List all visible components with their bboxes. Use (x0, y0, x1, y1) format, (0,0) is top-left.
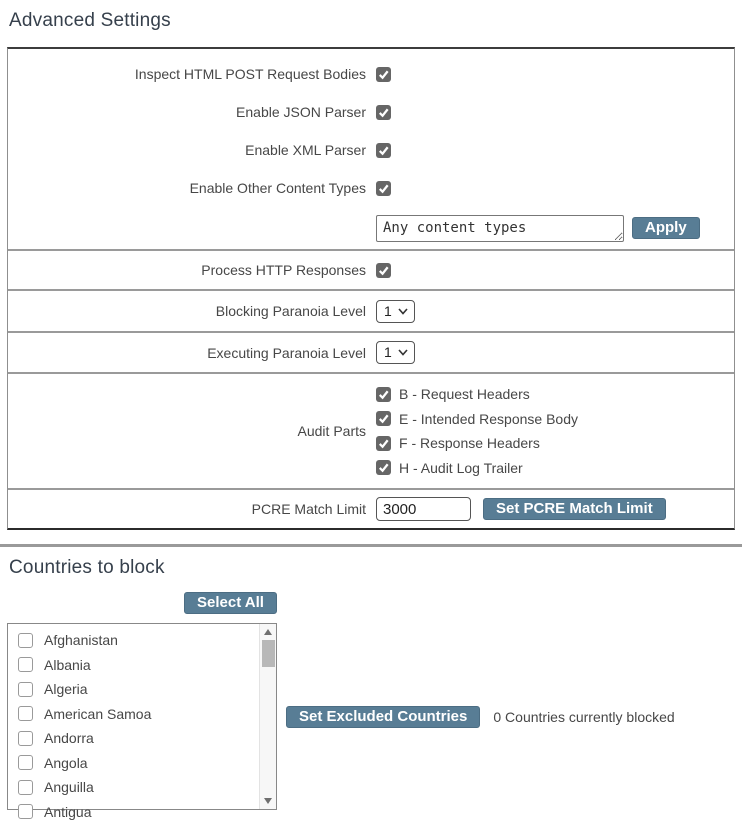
pcre-input[interactable] (376, 497, 471, 521)
list-item[interactable] (8, 800, 260, 825)
country-checkbox[interactable] (18, 731, 33, 746)
list-item[interactable] (8, 702, 260, 727)
inspect-post-checkbox[interactable] (376, 67, 391, 82)
field-row-inspect-post (8, 55, 734, 93)
other-content-types-checkbox[interactable] (376, 181, 391, 196)
request-body-section (8, 49, 734, 249)
country-checkbox[interactable] (18, 780, 33, 795)
country-checkbox[interactable] (18, 804, 33, 819)
country-label: Angola (44, 754, 88, 771)
list-item[interactable] (8, 653, 260, 678)
country-label: Albania (44, 656, 91, 673)
scroll-down-icon[interactable] (260, 793, 276, 809)
other-content-types-label: Enable Other Content Types (189, 180, 366, 196)
country-label: Anguilla (44, 779, 94, 796)
list-item[interactable] (8, 751, 260, 776)
country-label: American Samoa (44, 705, 152, 722)
section-divider (0, 544, 742, 547)
list-item[interactable] (8, 677, 260, 702)
audit-part-f (376, 431, 578, 456)
blocking-paranoia-label: Blocking Paranoia Level (215, 303, 366, 319)
executing-paranoia-row (8, 331, 734, 372)
list-item[interactable] (8, 775, 260, 800)
settings-page (0, 10, 742, 820)
country-label: Algeria (44, 681, 88, 698)
country-checkbox[interactable] (18, 755, 33, 770)
xml-parser-label: Enable XML Parser (245, 142, 366, 158)
country-scrollbar[interactable] (259, 624, 276, 809)
xml-parser-checkbox[interactable] (376, 143, 391, 158)
audit-part-b (376, 382, 578, 407)
country-checkbox[interactable] (18, 633, 33, 648)
country-items (8, 628, 260, 824)
inspect-post-label: Inspect HTML POST Request Bodies (134, 66, 366, 82)
audit-part-e-checkbox[interactable] (376, 411, 391, 426)
audit-parts-row (8, 372, 734, 488)
country-checkbox[interactable] (18, 657, 33, 672)
select-all-button[interactable]: Select All (184, 592, 277, 614)
advanced-settings-title: Advanced Settings (9, 10, 171, 31)
executing-paranoia-value: 1 (384, 344, 392, 360)
country-list[interactable] (7, 623, 277, 820)
audit-part-f-label: F - Response Headers (399, 435, 540, 452)
country-checkbox[interactable] (18, 706, 33, 721)
json-parser-checkbox[interactable] (376, 105, 391, 120)
json-parser-label: Enable JSON Parser (236, 104, 366, 120)
country-label: Andorra (44, 730, 94, 747)
set-pcre-button[interactable]: Set PCRE Match Limit (483, 498, 666, 520)
blocking-paranoia-value: 1 (384, 302, 392, 319)
audit-parts-label: Audit Parts (297, 423, 366, 439)
scroll-up-icon[interactable] (260, 624, 276, 640)
audit-part-b-label: B - Request Headers (399, 386, 530, 403)
chevron-down-icon (398, 343, 408, 361)
countries-title: Countries to block (9, 557, 165, 578)
audit-part-f-checkbox[interactable] (376, 436, 391, 451)
country-label: Afghanistan (44, 632, 118, 649)
audit-part-b-checkbox[interactable] (376, 387, 391, 402)
blocking-paranoia-select[interactable] (376, 300, 415, 323)
apply-button[interactable]: Apply (632, 217, 700, 239)
process-responses-label: Process HTTP Responses (201, 262, 366, 278)
set-excluded-countries-button[interactable]: Set Excluded Countries (286, 706, 480, 728)
executing-paranoia-label: Executing Paranoia Level (207, 344, 366, 361)
advanced-settings-table (7, 47, 735, 530)
process-responses-row (8, 249, 734, 289)
audit-part-h-checkbox[interactable] (376, 460, 391, 475)
chevron-down-icon (398, 302, 408, 320)
field-row-json-parser (8, 93, 734, 131)
list-item[interactable] (8, 628, 260, 653)
process-responses-checkbox[interactable] (376, 263, 391, 278)
field-row-other-content-types (8, 169, 734, 207)
content-types-textarea[interactable] (376, 215, 624, 242)
audit-part-e-label: E - Intended Response Body (399, 410, 579, 427)
list-item[interactable] (8, 726, 260, 751)
executing-paranoia-select[interactable] (376, 341, 415, 364)
field-row-xml-parser (8, 131, 734, 169)
audit-part-h-label: H - Audit Log Trailer (399, 459, 523, 476)
blocking-paranoia-row (8, 289, 734, 331)
country-checkbox[interactable] (18, 682, 33, 697)
audit-part-h (376, 456, 578, 481)
audit-part-e (376, 407, 578, 432)
pcre-row (8, 488, 734, 528)
country-label: Antigua (44, 803, 92, 820)
field-row-content-types-input (8, 207, 734, 249)
scroll-thumb[interactable] (262, 640, 275, 667)
pcre-label: PCRE Match Limit (251, 501, 366, 517)
blocked-count-status: 0 Countries currently blocked (493, 708, 675, 725)
